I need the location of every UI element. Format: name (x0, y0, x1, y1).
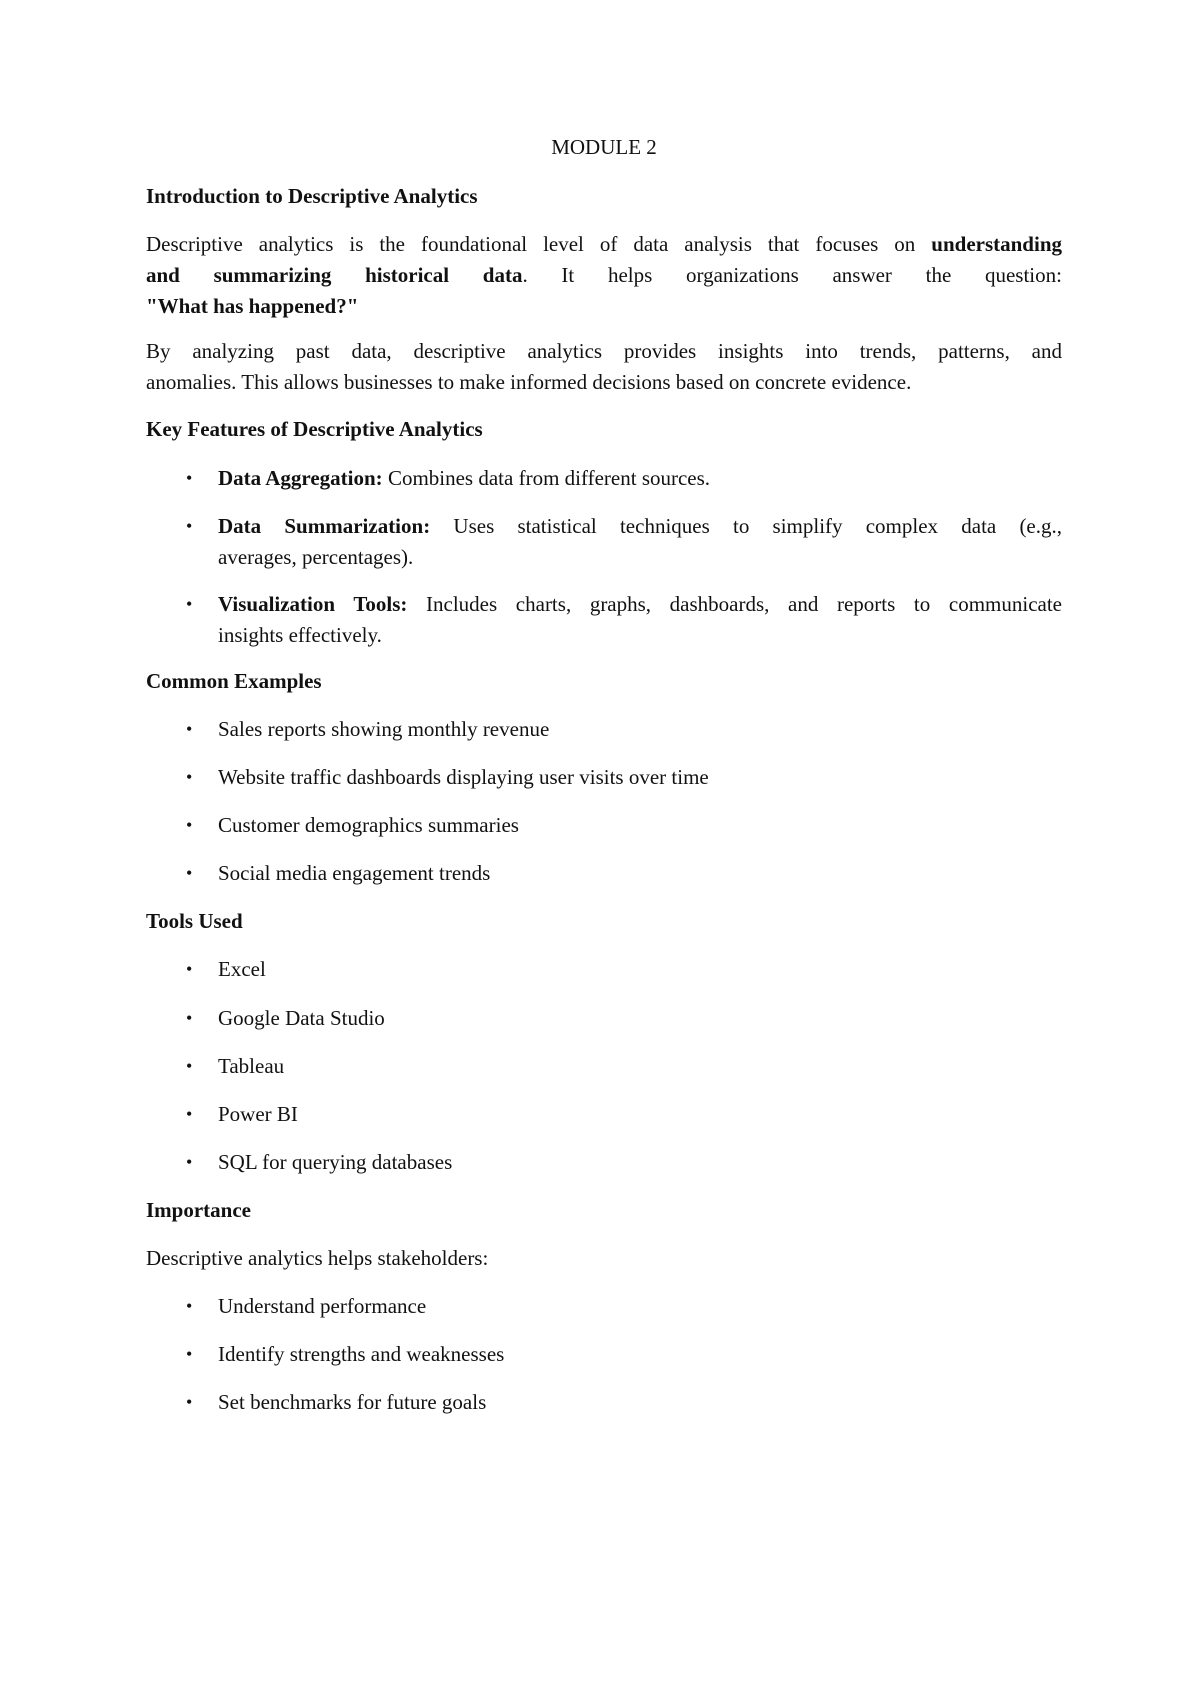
examples-heading: Common Examples (146, 669, 322, 693)
tool-text: SQL for querying databases (218, 1150, 453, 1174)
bullet-icon: • (186, 1152, 193, 1172)
bullet-icon: • (186, 863, 193, 883)
bullet-icon: • (186, 516, 193, 536)
tool-text: Google Data Studio (218, 1006, 385, 1030)
importance-heading: Importance (146, 1198, 251, 1222)
example-item (186, 858, 1062, 889)
feature-text (218, 589, 1062, 651)
intro-paragraph-2 (146, 336, 1062, 398)
tool-text: Power BI (218, 1102, 298, 1126)
bullet-icon: • (186, 1056, 193, 1076)
feature-text (218, 463, 1062, 494)
intro-paragraph-1-line-1 (146, 229, 1062, 260)
feature-description-continued: insights effectively. (218, 623, 382, 647)
feature-label: Data Aggregation: (218, 466, 383, 490)
tool-text: Tableau (218, 1054, 285, 1078)
importance-text: Set benchmarks for future goals (218, 1390, 487, 1414)
example-text: Customer demographics summaries (218, 813, 519, 837)
feature-item (186, 463, 1062, 494)
importance-text: Understand performance (218, 1294, 427, 1318)
intro-text-part1: Descriptive analytics is the foundational level of data analysis that focuses on (146, 232, 932, 256)
bullet-icon: • (186, 468, 193, 488)
example-text: Sales reports showing monthly revenue (218, 717, 550, 741)
tool-item (186, 1003, 1062, 1034)
example-item (186, 714, 1062, 745)
bullet-icon: • (186, 959, 193, 979)
feature-text-line-1 (218, 511, 1062, 542)
bullet-icon: • (186, 767, 193, 787)
bullet-icon: • (186, 594, 193, 614)
bullet-icon: • (186, 1008, 193, 1028)
tool-item (186, 954, 1062, 985)
tool-text: Excel (218, 957, 266, 981)
document-page (146, 0, 1062, 1696)
bullet-icon: • (186, 1104, 193, 1124)
intro-paragraph-1-line-2 (146, 260, 1062, 291)
feature-text (218, 511, 1062, 573)
intro-heading: Introduction to Descriptive Analytics (146, 184, 478, 208)
intro-paragraph-2-line-1: By analyzing past data, descriptive analytics provides insights into trends, patterns, and (146, 339, 1062, 363)
feature-item (186, 511, 1062, 573)
feature-item (186, 589, 1062, 651)
bullet-icon: • (186, 1344, 193, 1364)
importance-text: Identify strengths and weaknesses (218, 1342, 505, 1366)
intro-paragraph-1 (146, 229, 1062, 322)
tools-heading: Tools Used (146, 909, 243, 933)
bullet-icon: • (186, 1296, 193, 1316)
bullet-icon: • (186, 1392, 193, 1412)
importance-item (186, 1387, 1062, 1418)
feature-label: Visualization Tools: (218, 592, 408, 616)
intro-paragraph-2-line-2: anomalies. This allows businesses to make informed decisions based on concrete evidence. (146, 370, 912, 394)
feature-text-line-1 (218, 589, 1062, 620)
importance-item (186, 1291, 1062, 1322)
bullet-icon: • (186, 815, 193, 835)
feature-label: Data Summarization: (218, 514, 431, 538)
feature-description: Combines data from different sources. (382, 466, 711, 490)
feature-description: Uses statistical techniques to simplify complex data (e.g., (430, 514, 1063, 538)
example-text: Website traffic dashboards displaying user visits over time (218, 765, 709, 789)
feature-description: Includes charts, graphs, dashboards, and reports to communicate (407, 592, 1062, 616)
tool-item (186, 1147, 1062, 1178)
tool-item (186, 1051, 1062, 1082)
page-title: MODULE 2 (551, 135, 657, 159)
importance-item (186, 1339, 1062, 1370)
feature-description-continued: averages, percentages). (218, 545, 414, 569)
tool-item (186, 1099, 1062, 1130)
intro-bold-question: "What has happened?" (146, 294, 359, 318)
intro-text-part2: . It helps organizations answer the question: (522, 263, 1062, 287)
importance-intro: Descriptive analytics helps stakeholders: (146, 1246, 489, 1270)
example-item (186, 810, 1062, 841)
features-heading: Key Features of Descriptive Analytics (146, 417, 483, 441)
example-text: Social media engagement trends (218, 861, 491, 885)
intro-bold-summarizing: and summarizing historical data (146, 263, 523, 287)
bullet-icon: • (186, 719, 193, 739)
intro-bold-understanding: understanding (931, 232, 1062, 256)
example-item (186, 762, 1062, 793)
